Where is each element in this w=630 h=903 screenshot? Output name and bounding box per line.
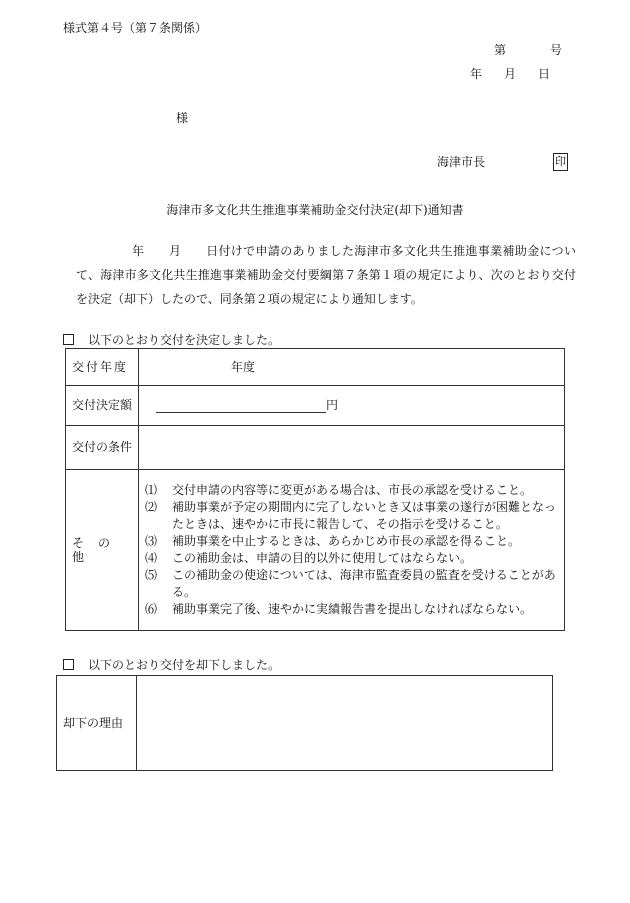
seal-box: 印 — [553, 153, 568, 171]
amount-unit: 円 — [326, 398, 339, 413]
condition-number: ⑶ — [145, 534, 158, 548]
conditions-cell — [139, 426, 565, 470]
conditions-label: 交付の条件 — [66, 426, 139, 470]
list-item — [145, 567, 558, 601]
condition-text: 補助事業完了後、速やかに実績報告書を提出しなければならない。 — [172, 602, 533, 616]
approve-checkbox[interactable] — [63, 334, 74, 345]
condition-text: この補助金の使途については、海津市監査委員の監査を受けることがある。 — [172, 568, 556, 599]
table-row — [66, 426, 565, 470]
document-number — [494, 43, 562, 57]
condition-text: 補助事業が予定の期間内に完了しないとき又は事業の遂行が困難となったときは、速やかに市長に報告して、その指示を受けること。 — [172, 500, 557, 531]
table-row — [66, 349, 565, 386]
condition-number: ⑹ — [145, 602, 158, 616]
document-date — [470, 67, 550, 81]
reject-reason-cell[interactable] — [137, 676, 553, 771]
table-row — [57, 676, 553, 771]
fiscal-year-cell — [139, 349, 565, 386]
fiscal-year-label: 交付年度 — [66, 349, 139, 386]
doc-number-suffix: 号 — [550, 43, 563, 57]
date-year: 年 — [470, 67, 483, 81]
reject-option — [63, 658, 280, 672]
list-item — [145, 550, 558, 567]
amount-label: 交付決定額 — [66, 386, 139, 426]
condition-number: ⑵ — [145, 500, 158, 514]
grant-decision-table — [65, 348, 565, 631]
condition-text: この補助金は、申請の目的以外に使用してはならない。 — [172, 551, 473, 565]
other-cell — [139, 470, 565, 631]
rejection-table — [56, 675, 553, 771]
list-item — [145, 482, 558, 499]
condition-text: 交付申請の内容等に変更がある場合は、市長の承認を受けること。 — [172, 483, 533, 497]
condition-number: ⑷ — [145, 551, 158, 565]
condition-text: 補助事業を中止するときは、あらかじめ市長の承認を得ること。 — [172, 534, 521, 548]
reject-checkbox[interactable] — [63, 659, 74, 670]
amount-input-line[interactable] — [156, 400, 326, 413]
document-title: 海津市多文化共生推進事業補助金交付決定(却下)通知書 — [166, 203, 464, 217]
approve-option — [63, 333, 280, 347]
amount-cell — [139, 386, 565, 426]
sender-name: 海津市長 — [437, 155, 486, 169]
notice-body: 年 月 日付けで申請のありました海津市多文化共生推進事業補助金について、海津市多文化共生推進事業補助金交付要綱第７条第１項の規定により、次のとおり交付を決定（却下）したので、同条第２項の規定により通知します。 — [76, 244, 576, 306]
doc-number-prefix: 第 — [494, 43, 507, 57]
form-number: 様式第４号（第７条関係） — [63, 21, 208, 35]
fiscal-year-value: 年度 — [231, 359, 256, 374]
condition-number: ⑸ — [145, 568, 158, 582]
condition-number: ⑴ — [145, 483, 158, 497]
date-day: 日 — [538, 67, 551, 81]
list-item — [145, 601, 558, 618]
list-item — [145, 533, 558, 550]
reject-reason-label: 却下の理由 — [57, 676, 137, 771]
date-month: 月 — [504, 67, 517, 81]
list-item — [145, 499, 558, 533]
approve-option-label: 以下のとおり交付を決定しました。 — [88, 333, 281, 347]
table-row — [66, 386, 565, 426]
conditions-list — [145, 482, 558, 618]
addressee: 様 — [176, 111, 189, 125]
other-label: その他 — [66, 470, 139, 631]
reject-option-label: 以下のとおり交付を却下しました。 — [88, 658, 281, 672]
table-row — [66, 470, 565, 631]
